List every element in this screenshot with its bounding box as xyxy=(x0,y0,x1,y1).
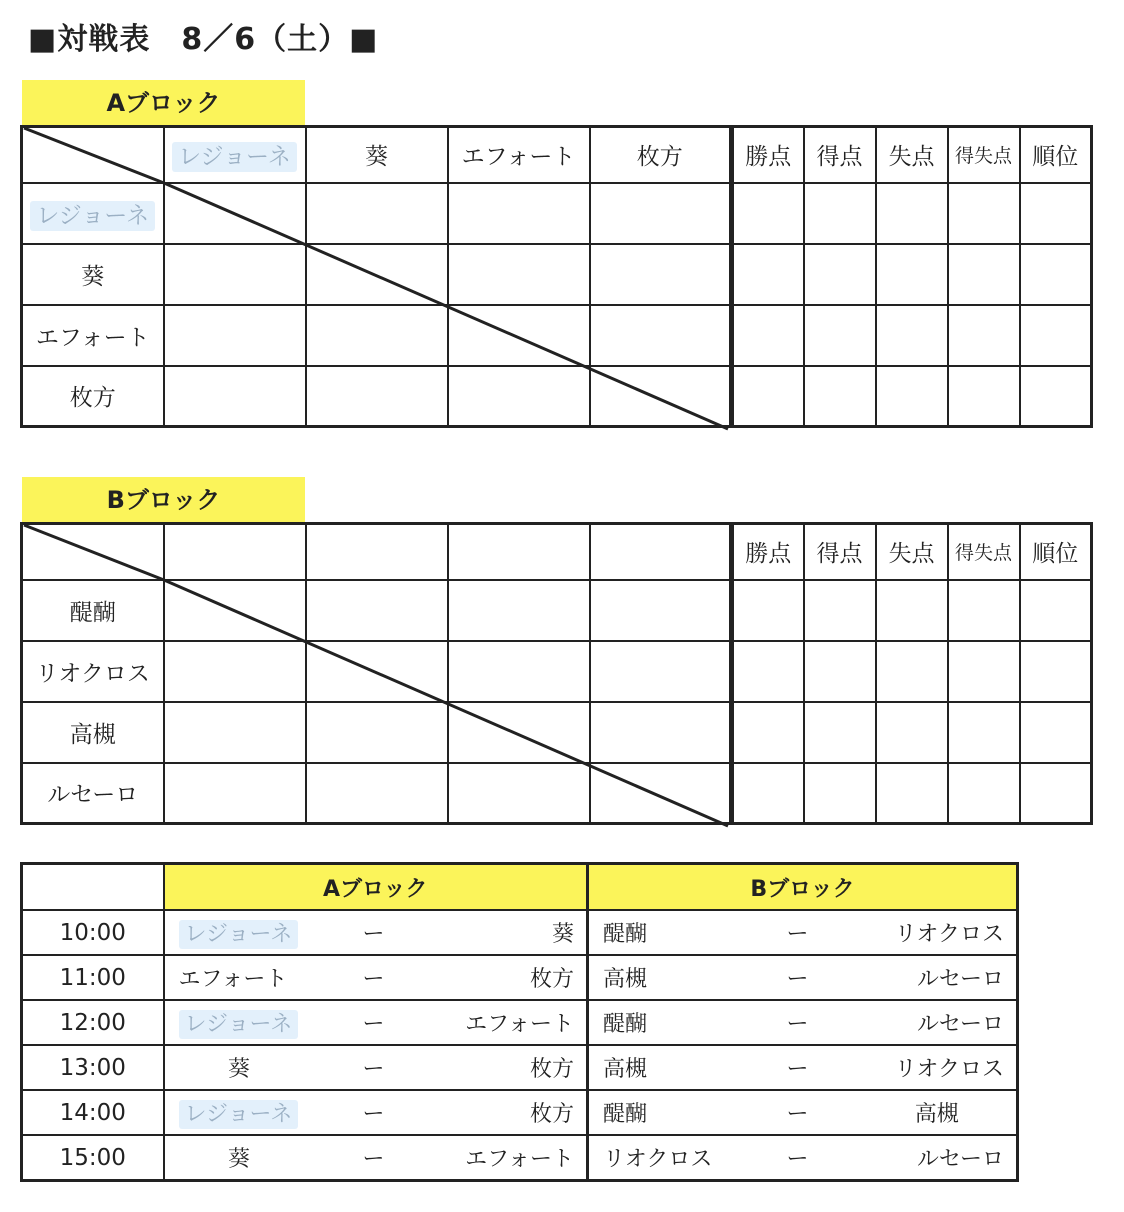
col-header-team: 枚方 xyxy=(590,127,732,183)
match-team: リオクロス xyxy=(588,1135,738,1181)
match-team: ルセーロ xyxy=(858,1135,1018,1181)
page-title: ■対戦表 8／6（土）■ xyxy=(28,22,379,57)
schedule-header-a: Aブロック xyxy=(164,864,588,911)
row-header-team: リオクロス xyxy=(22,641,164,702)
match-team: ルセーロ xyxy=(858,1000,1018,1045)
row-header-team: レジョーネ xyxy=(22,183,164,244)
match-dash: ー xyxy=(738,1090,858,1135)
table-row xyxy=(22,910,1018,955)
match-team: リオクロス xyxy=(858,910,1018,955)
match-dash: ー xyxy=(738,955,858,1000)
match-time: 10:00 xyxy=(22,910,164,955)
match-team: エフォート xyxy=(164,955,314,1000)
corner-cell xyxy=(22,127,164,183)
match-team: エフォート xyxy=(434,1135,588,1181)
match-team: リオクロス xyxy=(858,1045,1018,1090)
match-dash: ー xyxy=(738,1000,858,1045)
stat-header-goal-diff: 得失点 xyxy=(948,127,1020,183)
match-dash: ー xyxy=(314,1135,434,1181)
col-header-team: エフォート xyxy=(448,127,590,183)
match-team: 枚方 xyxy=(434,955,588,1000)
match-team: 葵 xyxy=(164,1045,314,1090)
match-time: 14:00 xyxy=(22,1090,164,1135)
match-time: 11:00 xyxy=(22,955,164,1000)
stat-header-goals-against: 失点 xyxy=(876,524,948,580)
match-team: 高槻 xyxy=(858,1090,1018,1135)
match-time: 12:00 xyxy=(22,1000,164,1045)
match-team: 葵 xyxy=(164,1135,314,1181)
match-time: 13:00 xyxy=(22,1045,164,1090)
block-a-label: Aブロック xyxy=(22,80,305,126)
match-team: ルセーロ xyxy=(858,955,1018,1000)
schedule-header-b: Bブロック xyxy=(588,864,1018,911)
stat-header-rank: 順位 xyxy=(1020,524,1092,580)
col-header-team: 葵 xyxy=(306,127,448,183)
match-dash: ー xyxy=(314,1045,434,1090)
match-dash: ー xyxy=(738,910,858,955)
match-team: 醍醐 xyxy=(588,1000,738,1045)
match-time: 15:00 xyxy=(22,1135,164,1181)
match-team: レジョーネ xyxy=(164,1090,314,1135)
stat-header-rank: 順位 xyxy=(1020,127,1092,183)
match-team: 醍醐 xyxy=(588,910,738,955)
match-dash: ー xyxy=(314,910,434,955)
table-row xyxy=(22,1000,1018,1045)
match-team: 高槻 xyxy=(588,955,738,1000)
stat-header-points: 勝点 xyxy=(732,127,804,183)
stat-header-points: 勝点 xyxy=(732,524,804,580)
table-row xyxy=(22,1045,1018,1090)
stat-header-goals-for: 得点 xyxy=(804,524,876,580)
col-header-team: レジョーネ xyxy=(164,127,306,183)
row-header-team: エフォート xyxy=(22,305,164,366)
match-team: レジョーネ xyxy=(164,1000,314,1045)
table-row xyxy=(22,955,1018,1000)
stat-header-goals-for: 得点 xyxy=(804,127,876,183)
match-team: 高槻 xyxy=(588,1045,738,1090)
row-header-team: 枚方 xyxy=(22,366,164,427)
match-team: 醍醐 xyxy=(588,1090,738,1135)
block-b-label: Bブロック xyxy=(22,477,305,523)
schedule-table xyxy=(20,862,1019,1182)
stat-header-goal-diff: 得失点 xyxy=(948,524,1020,580)
match-dash: ー xyxy=(738,1135,858,1181)
corner-cell xyxy=(22,524,164,580)
row-header-team: 醍醐 xyxy=(22,580,164,641)
match-team: 枚方 xyxy=(434,1090,588,1135)
match-team: レジョーネ xyxy=(164,910,314,955)
match-team: 葵 xyxy=(434,910,588,955)
stat-header-goals-against: 失点 xyxy=(876,127,948,183)
match-team: エフォート xyxy=(434,1000,588,1045)
row-header-team: 葵 xyxy=(22,244,164,305)
match-team: 枚方 xyxy=(434,1045,588,1090)
match-dash: ー xyxy=(314,955,434,1000)
table-row xyxy=(22,1135,1018,1181)
match-dash: ー xyxy=(314,1000,434,1045)
row-header-team: 高槻 xyxy=(22,702,164,763)
table-row xyxy=(22,1090,1018,1135)
match-dash: ー xyxy=(738,1045,858,1090)
block-b-table xyxy=(20,522,1093,825)
schedule-corner xyxy=(22,864,164,911)
row-header-team: ルセーロ xyxy=(22,763,164,824)
match-dash: ー xyxy=(314,1090,434,1135)
block-a-table xyxy=(20,125,1093,428)
